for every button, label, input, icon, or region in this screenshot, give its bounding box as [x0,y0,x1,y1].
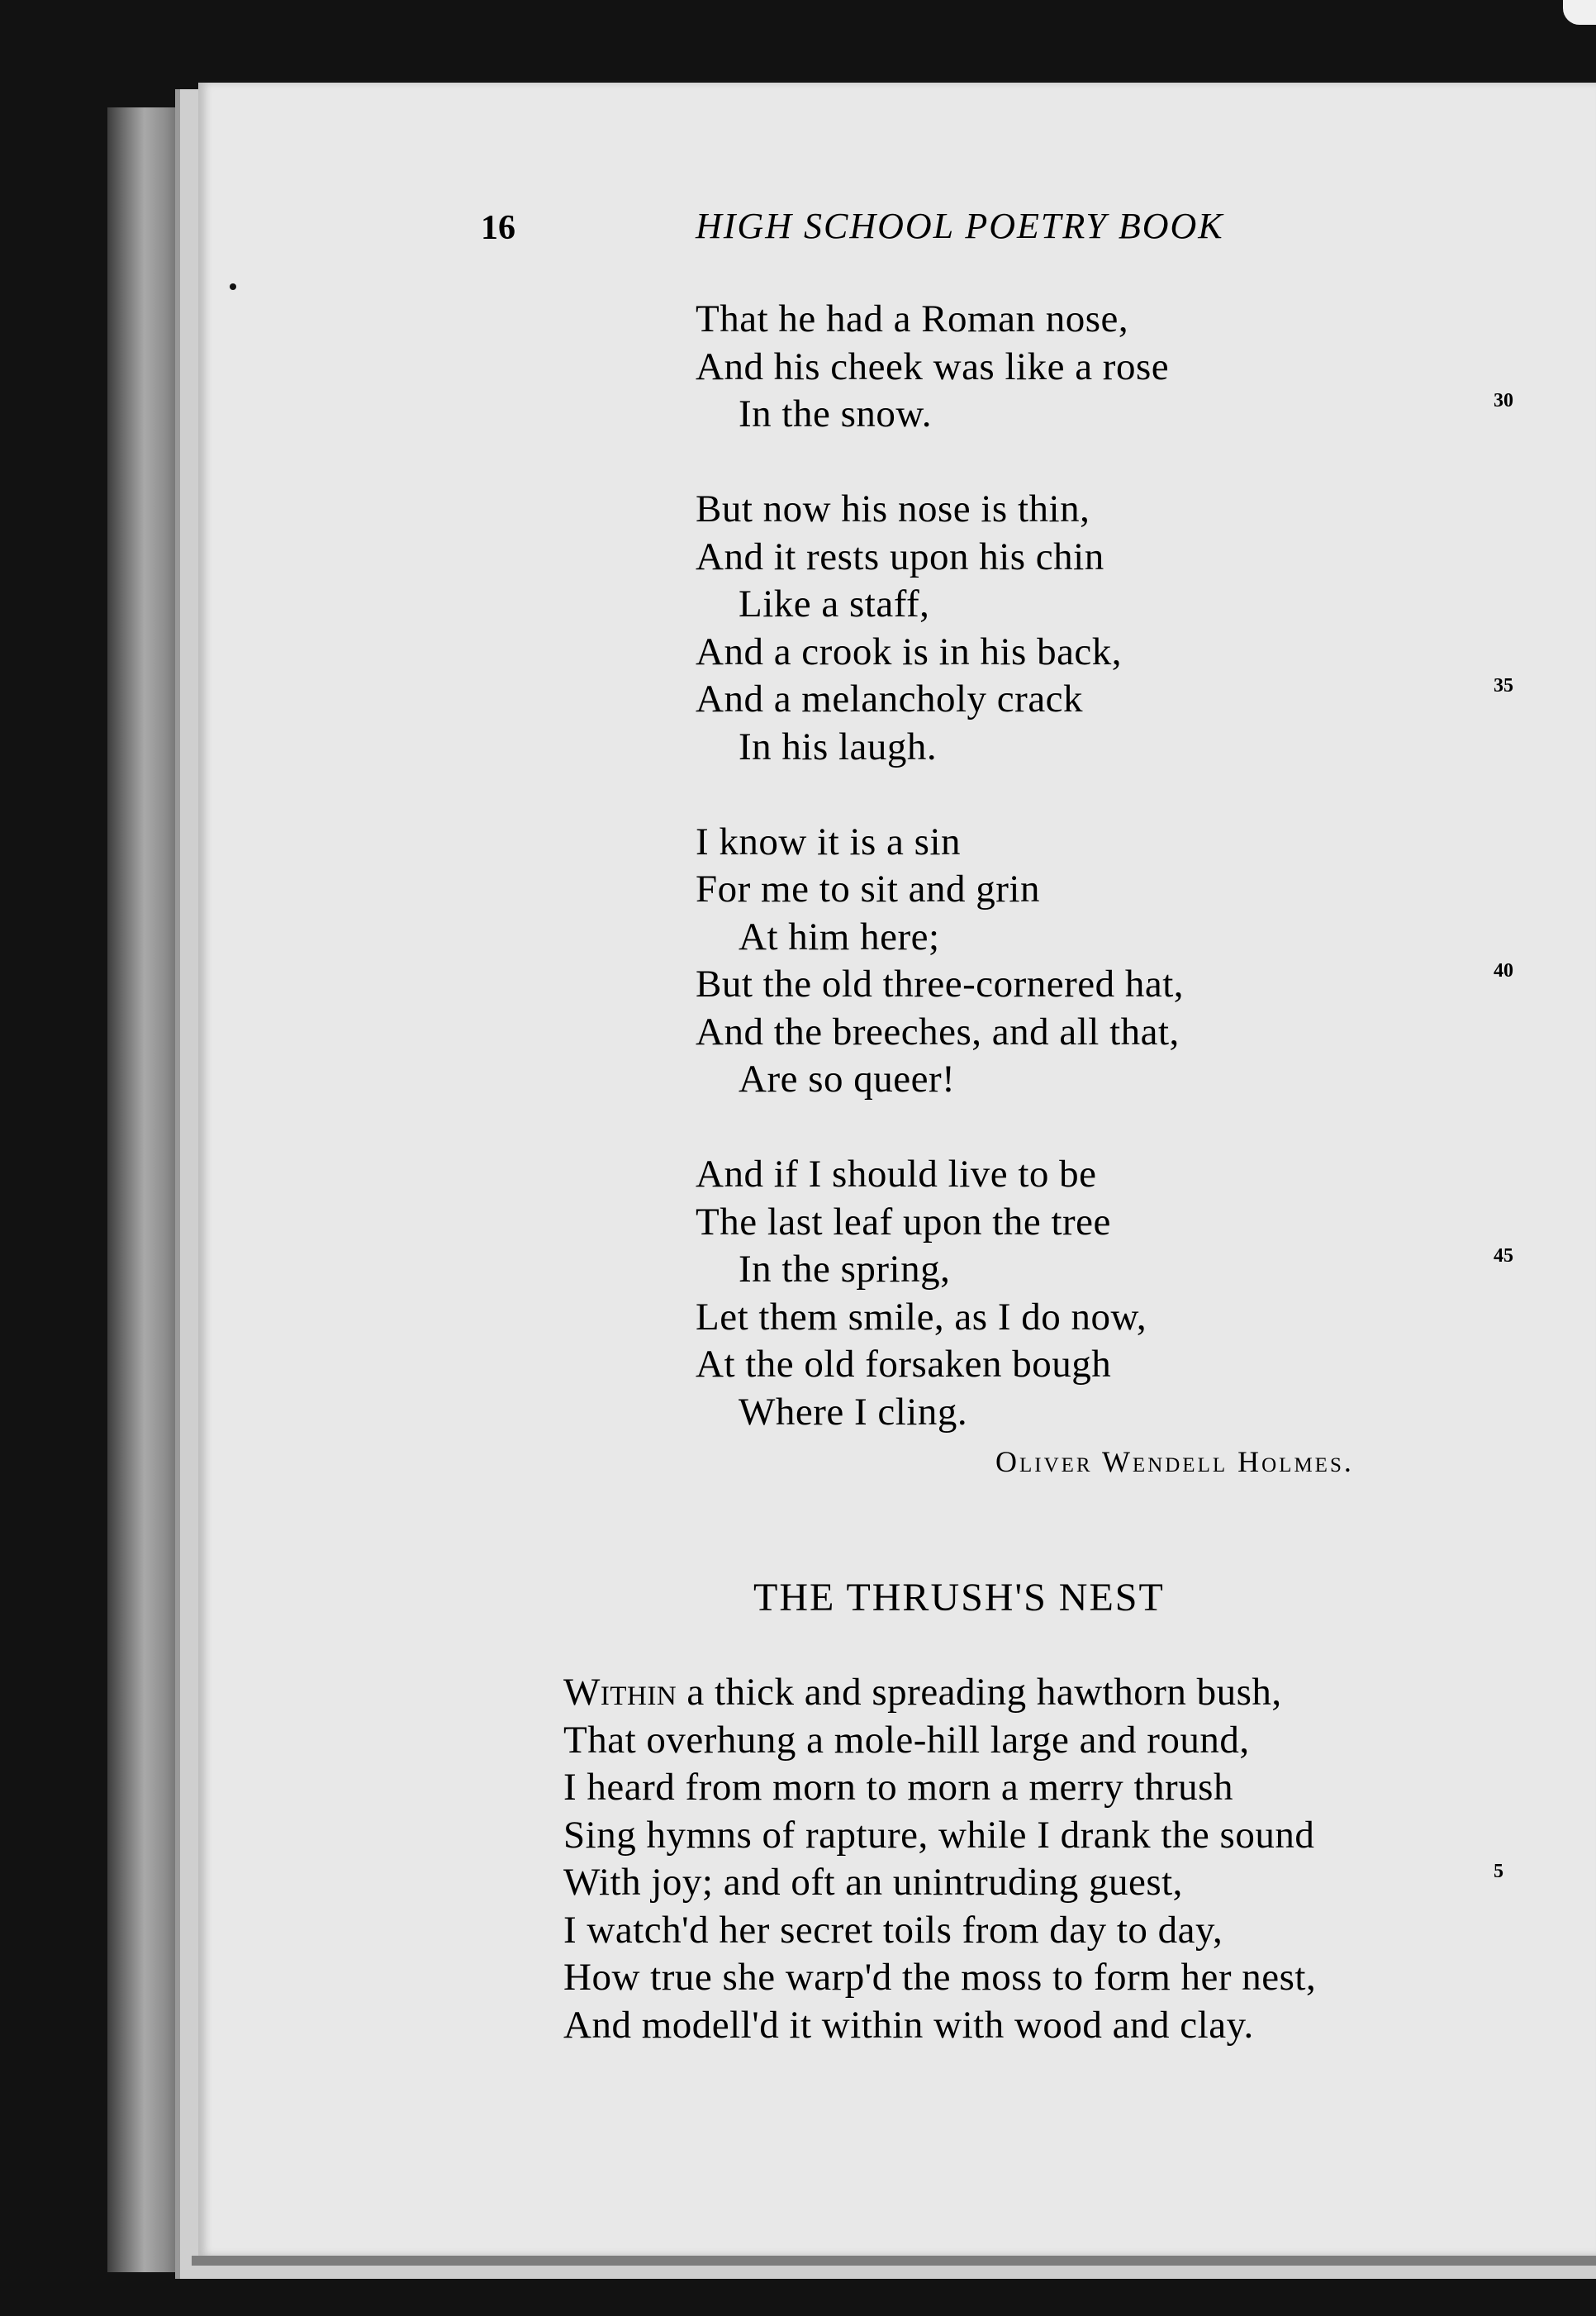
line-number: 30 [1494,390,1513,411]
poem-line: The last leaf upon the tree [696,1200,1111,1244]
poem-line: Let them smile, as I do now, [696,1295,1147,1339]
line-number: 35 [1494,675,1513,697]
running-title: HIGH SCHOOL POETRY BOOK [696,206,1224,246]
poem-line: I heard from morn to morn a merry thrush [563,1766,1233,1809]
poem-attribution: Oliver Wendell Holmes. [995,1445,1354,1478]
line-number: 5 [1494,1861,1503,1882]
first-line-rest: a thick and spreading hawthorn bush, [677,1671,1282,1714]
page-number: 16 [481,209,515,247]
poem-line: At the old forsaken bough [696,1343,1112,1386]
drop-word: Within [563,1671,677,1714]
poem-line: How true she warp'd the moss to form her nest, [563,1956,1317,1999]
poem-last-leaf [696,296,1184,1436]
poem-line: At him here; [739,915,940,958]
poem-line: And a crook is in his back, [696,630,1123,673]
page-bottom-edge [192,2256,1596,2266]
poem-line: But the old three-cornered hat, [696,963,1185,1006]
poem-line: That overhung a mole-hill large and round, [563,1718,1250,1762]
poem-line: And his cheek was like a rose [696,345,1170,388]
poem-line: And if I should live to be [696,1153,1097,1196]
poem-line: And modell'd it within with wood and clay. [563,2003,1254,2047]
poem-line: In the snow. [739,392,933,435]
poem-line: I know it is a sin [696,820,962,863]
poem-line: Are so queer! [739,1058,956,1101]
poem-line: In his laugh. [739,725,938,768]
poem-line: But now his nose is thin, [696,487,1090,530]
line-number: 40 [1494,960,1513,982]
poem-line: For me to sit and grin [696,868,1040,911]
poem-title: THE THRUSH'S NEST [753,1576,1165,1619]
poem-line: With joy; and oft an unintruding guest, [563,1861,1183,1904]
poem-line: And it rests upon his chin [696,535,1104,578]
poem-line: And a melancholy crack [696,678,1084,720]
poem-line: In the spring, [739,1248,951,1291]
line-number: 45 [1494,1245,1513,1267]
poem-line: Where I cling. [739,1390,968,1434]
poem-line: Like a staff, [739,583,930,625]
poem-line: Sing hymns of rapture, while I drank the sound [563,1813,1315,1857]
poem-line: That he had a Roman nose, [696,297,1129,340]
ink-spot [230,283,236,290]
poem-thrushs-nest [563,1669,1316,2049]
poem-line: And the breeches, and all that, [696,1010,1180,1053]
poem-line [563,1669,1316,1717]
poem-line: I watch'd her secret toils from day to day, [563,1908,1223,1952]
